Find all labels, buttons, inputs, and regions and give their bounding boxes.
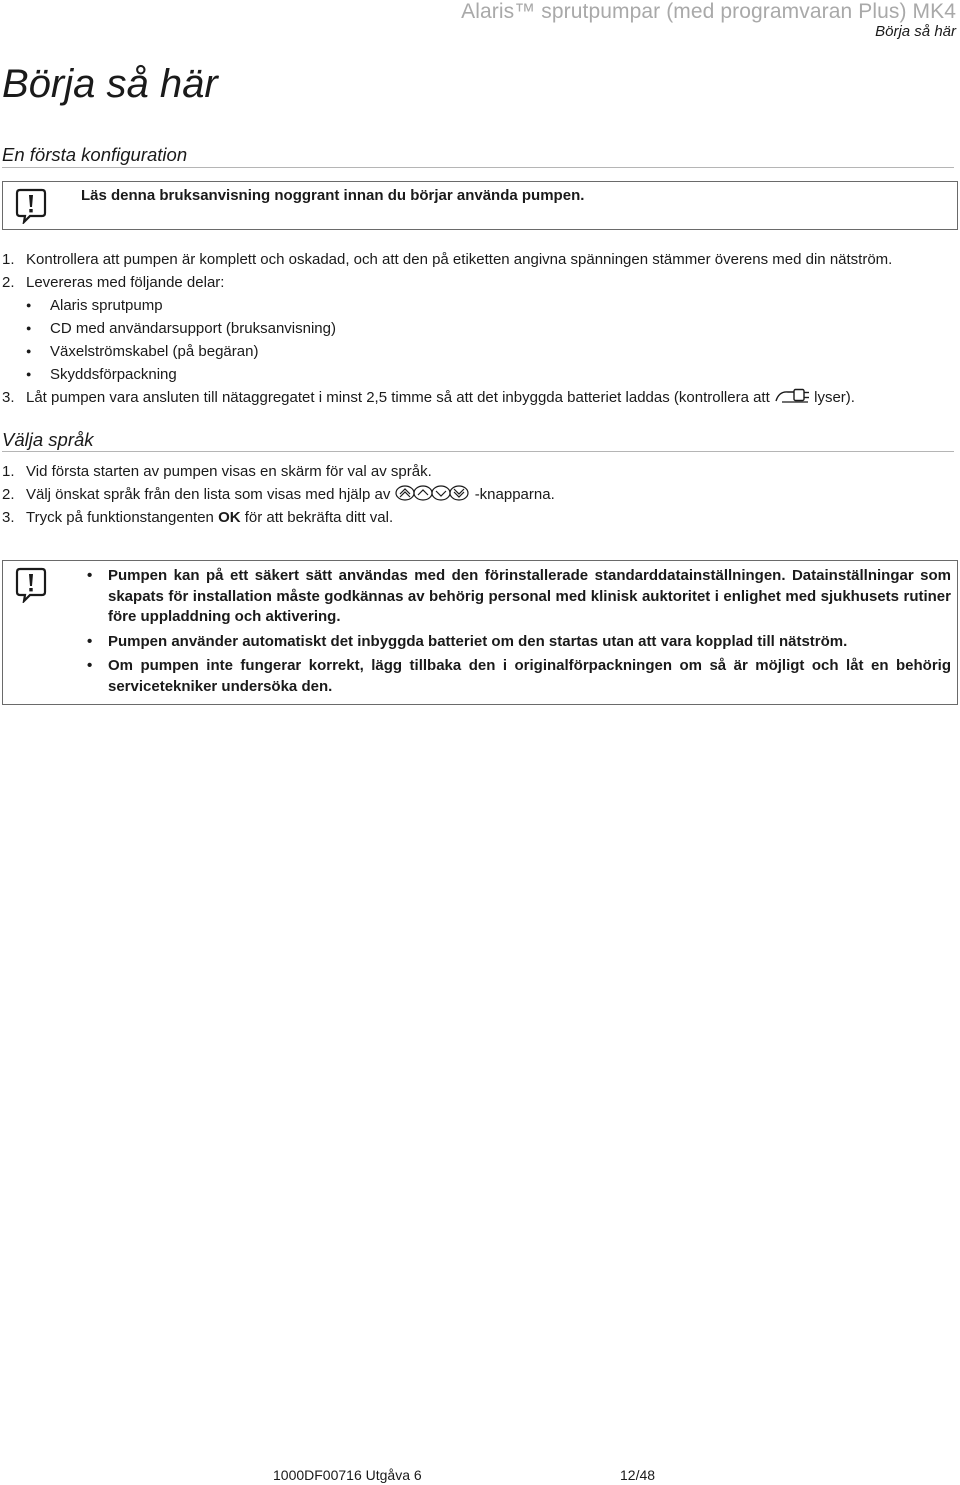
warning-read-manual-text: Läs denna bruksanvisning noggrant innan du börjar använda pumpen. (81, 187, 585, 204)
note-item: • Om pumpen inte fungerar korrekt, lägg tillbaka den i originalförpackningen om så är möjligt och låt en behörig servicetekniker undersöka den. (87, 656, 951, 697)
parts-list-item: ● Alaris sprutpump (26, 297, 163, 314)
warning-icon (15, 188, 47, 224)
header-product-name: Alaris™ sprutpumpar (med programvaran Plus) MK4 (461, 0, 956, 23)
step-text: Levereras med följande delar: (26, 274, 225, 291)
step-number: 3. (2, 389, 15, 406)
config-step-2 (2, 274, 224, 291)
part-name: CD med användarsupport (bruksanvisning) (50, 320, 336, 337)
step-number: 2. (2, 274, 15, 291)
footer-page-number: 12/48 (620, 1467, 656, 1483)
part-name: Alaris sprutpump (50, 297, 163, 314)
part-name: Växelströmskabel (på begäran) (50, 343, 259, 360)
header-section-name: Börja så här (875, 23, 956, 40)
section-divider (2, 451, 954, 452)
step-text: Låt pumpen vara ansluten till nätaggregatet i minst 2,5 timme så att det inbyggda batteriet laddas (kontrollera att (26, 389, 770, 406)
part-name: Skyddsförpackning (50, 366, 177, 383)
step-number: 2. (2, 486, 15, 503)
language-step-2 (2, 486, 555, 503)
step-number: 3. (2, 509, 15, 526)
warning-box-read-manual (2, 181, 958, 230)
step-text-end: lyser). (814, 389, 855, 406)
config-step-3 (2, 389, 855, 406)
step-number: 1. (2, 251, 15, 268)
step-number: 1. (2, 463, 15, 480)
step-text-end: för att bekräfta ditt val. (244, 509, 394, 526)
config-step-1 (2, 251, 892, 268)
step-text: Kontrollera att pumpen är komplett och oskadad, och att den på etiketten angivna spänningen stämmer överens med din nätström. (26, 251, 893, 268)
step-text: Tryck på funktionstangenten (26, 509, 214, 526)
page-title: Börja så här (2, 62, 218, 106)
warning-box-notes (2, 560, 958, 705)
step-text: Välj önskat språk från den lista som visas med hjälp av (26, 486, 391, 503)
arrow-keys-icon (395, 485, 471, 501)
warning-icon (15, 567, 47, 603)
notes-list (87, 566, 951, 701)
parts-list-item: ● CD med användarsupport (bruksanvisning) (26, 320, 336, 337)
footer-document-id: 1000DF00716 Utgåva 6 (273, 1467, 422, 1483)
step-text: Vid första starten av pumpen visas en skärm för val av språk. (26, 463, 432, 480)
language-step-1 (2, 463, 432, 480)
language-step-3 (2, 509, 393, 526)
section-divider (2, 167, 954, 168)
note-item: • Pumpen kan på ett säkert sätt användas med den förinstallerade standarddatainställningen. Datainställningar som skapats för installation måste godkännas av behörig personal med klinisk auktoritet i enlighet med sjukhusets rutiner före uppladdning och aktivering. (87, 566, 951, 628)
parts-list-item: ● Skyddsförpackning (26, 366, 177, 383)
section-title-configuration: En första konfiguration (2, 144, 188, 165)
note-item: • Pumpen använder automatiskt det inbyggda batteriet om den startas utan att vara kopplad till nätström. (87, 632, 951, 653)
ok-softkey-label: OK (218, 509, 241, 526)
section-title-language: Välja språk (2, 429, 94, 450)
ac-power-plug-icon (774, 388, 810, 404)
parts-list-item: ● Växelströmskabel (på begäran) (26, 343, 259, 360)
step-text-end: -knapparna. (474, 486, 555, 503)
